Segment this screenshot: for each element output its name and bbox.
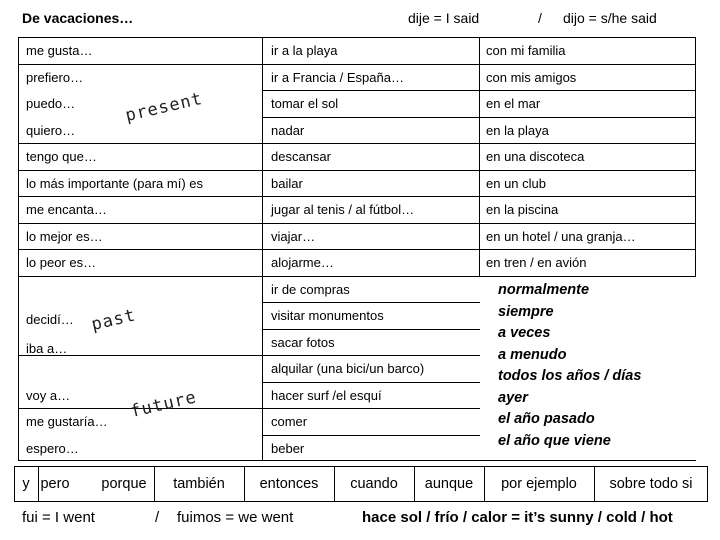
table-row-divider (18, 196, 696, 197)
connective-word: también (173, 476, 225, 492)
activity-phrase: alquilar (una bici/un barco) (271, 361, 425, 376)
verb-phrase: me encanta… (26, 202, 107, 217)
connective-word: cuando (350, 476, 398, 492)
connective-word: por ejemplo (501, 476, 577, 492)
verb-phrase: decidí… (26, 312, 74, 327)
verb-phrase: me gustaría… (26, 414, 108, 429)
table-row-divider (18, 64, 696, 65)
table-border-bottom (18, 460, 696, 461)
table-row-divider (18, 355, 480, 356)
activity-phrase: visitar monumentos (271, 308, 384, 323)
connective-word: aunque (424, 476, 474, 492)
place-phrase: en una discoteca (486, 149, 585, 164)
place-phrase: con mi familia (486, 43, 566, 58)
page-title: De vacaciones… (22, 10, 134, 26)
verb-phrase: puedo… (26, 96, 76, 111)
place-phrase: en la piscina (486, 202, 559, 217)
place-phrase: en un club (486, 176, 546, 191)
activity-phrase: ir a la playa (271, 43, 338, 58)
column-divider-2 (479, 37, 480, 277)
activity-phrase: ir de compras (271, 282, 350, 297)
table-row-divider (263, 117, 696, 118)
activity-phrase: ir a Francia / España… (271, 70, 404, 85)
time-expression: a menudo (498, 346, 567, 363)
verb-phrase: me gusta… (26, 43, 93, 58)
table-row-divider (263, 90, 696, 91)
verb-phrase: tengo que… (26, 149, 97, 164)
time-expression: a veces (498, 325, 551, 341)
verb-phrase: lo peor es… (26, 255, 97, 270)
activity-phrase: hacer surf /el esquí (271, 388, 382, 403)
time-expressions (498, 280, 641, 452)
time-expression: ayer (498, 389, 528, 406)
weather-phrase: hace sol / frío / calor = it’s sunny / cold / hot (362, 509, 673, 526)
activity-phrase: beber (271, 441, 305, 456)
dijo-translation: dijo = s/he said (563, 10, 657, 26)
verb-phrase: espero… (26, 441, 79, 456)
place-phrase: en el mar (486, 96, 541, 111)
activity-phrase: jugar al tenis / al fútbol… (271, 202, 415, 217)
table-row-divider (18, 276, 696, 277)
activity-phrase: sacar fotos (271, 335, 335, 350)
table-row-divider (263, 329, 480, 330)
connective-word: porque (101, 476, 147, 492)
verb-phrase: iba a… (26, 341, 68, 356)
time-expression: el año pasado (498, 411, 595, 427)
table-row-divider (263, 382, 480, 383)
table-row-divider (18, 223, 696, 224)
past-tense-label: past (89, 305, 138, 335)
place-phrase: en tren / en avión (486, 255, 587, 270)
table-row-divider (263, 435, 480, 436)
header-slash: / (538, 10, 542, 26)
verb-phrase: quiero… (26, 123, 76, 138)
activity-phrase: tomar el sol (271, 96, 339, 111)
table-row-divider (18, 249, 696, 250)
activity-phrase: comer (271, 414, 308, 429)
connective-word: entonces (259, 476, 319, 492)
verb-phrase: lo más importante (para mí) es (26, 176, 204, 191)
place-phrase: con mis amigos (486, 70, 577, 85)
connectives-bar (14, 466, 708, 502)
activity-phrase: alojarme… (271, 255, 334, 270)
place-phrase: en un hotel / una granja… (486, 229, 636, 244)
activity-phrase: viajar… (271, 229, 316, 244)
time-expression: el año que viene (498, 432, 611, 449)
table-row-divider (18, 143, 696, 144)
time-expression: todos los años / días (498, 368, 642, 384)
verb-phrase: voy a… (26, 388, 71, 403)
fuimos-translation: fuimos = we went (177, 509, 294, 526)
future-tense-label: future (128, 387, 199, 422)
table-row-divider (263, 302, 480, 303)
activity-phrase: descansar (271, 149, 331, 164)
connective-word: sobre todo si (609, 476, 693, 492)
activity-phrase: nadar (271, 123, 305, 138)
present-tense-label: present (123, 88, 205, 126)
footer-slash: / (155, 509, 160, 526)
table-row-divider (18, 170, 696, 171)
fui-translation: fui = I went (22, 509, 95, 526)
dije-translation: dije = I said (408, 10, 480, 26)
verb-phrase: lo mejor es… (26, 229, 103, 244)
verb-phrase: prefiero… (26, 70, 84, 85)
connective-word: pero (40, 476, 70, 492)
time-expression: siempre (498, 303, 554, 320)
connective-word: y (22, 476, 30, 492)
table-row-divider (18, 408, 480, 409)
time-expression: normalmente (498, 282, 590, 298)
vocabulary-table (18, 37, 696, 461)
activity-phrase: bailar (271, 176, 303, 191)
table-border-top (18, 37, 696, 38)
table-border-right (695, 37, 696, 277)
place-phrase: en la playa (486, 123, 549, 138)
